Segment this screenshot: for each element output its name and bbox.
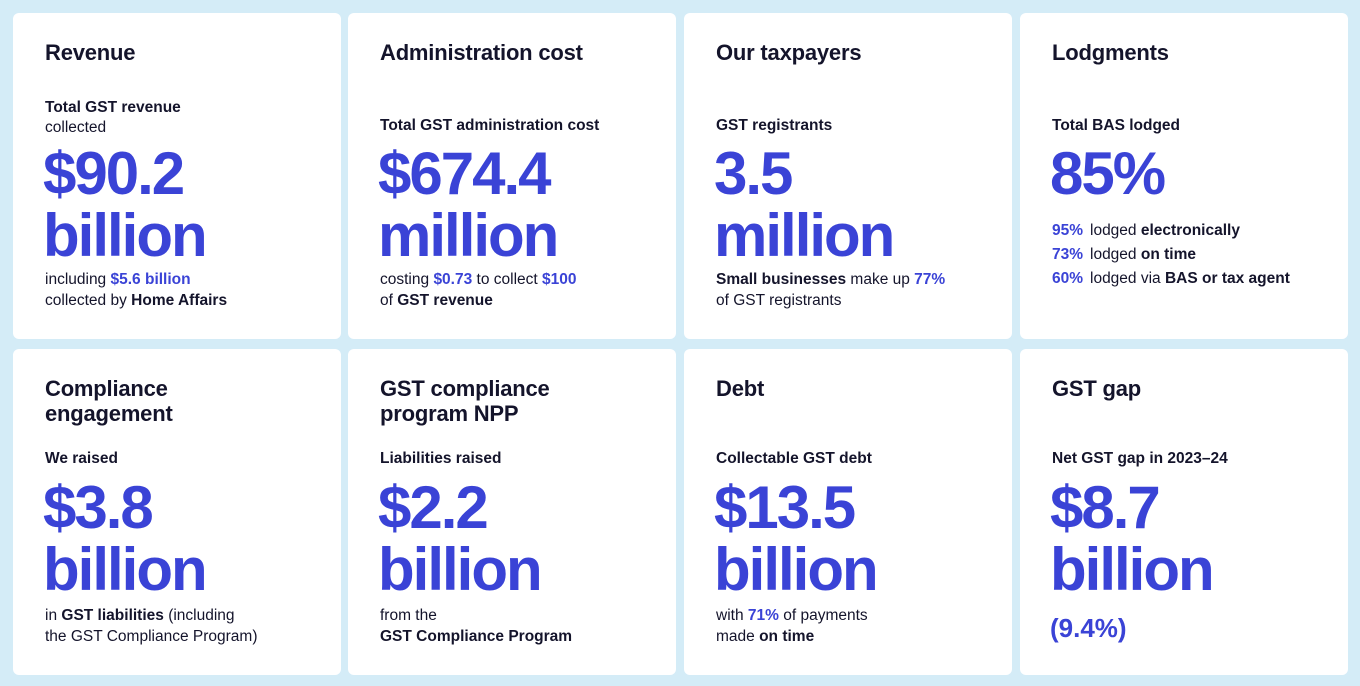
card-note — [380, 269, 577, 311]
note-text: of — [380, 292, 393, 309]
value-line1: 85% — [1050, 140, 1165, 207]
card-note — [45, 269, 227, 311]
subtitle-bold: GST registrants — [716, 117, 833, 134]
note-text: (including — [168, 607, 235, 624]
note-bold: GST Compliance Program — [380, 628, 573, 645]
card-title: Our taxpayers — [716, 40, 862, 65]
note-text: to collect — [476, 271, 538, 288]
value-line2: billion — [714, 536, 877, 603]
note-bold: GST revenue — [397, 292, 493, 309]
npp-card — [348, 349, 676, 675]
lodgments-card — [1020, 13, 1348, 339]
note-bold: GST liabilities — [61, 607, 164, 624]
card-subtitle — [1052, 116, 1180, 136]
big-value — [43, 140, 206, 269]
note-text: costing — [380, 271, 430, 288]
lodgment-pct: 95% — [1052, 222, 1084, 239]
value-line2: billion — [43, 202, 206, 269]
value-line2: billion — [378, 536, 541, 603]
taxpayers-card — [684, 13, 1012, 339]
note-text: lodged — [1090, 222, 1137, 239]
note-highlight: $0.73 — [433, 271, 473, 288]
value-line2: million — [378, 202, 558, 269]
card-subtitle — [380, 116, 599, 136]
note-text: in — [45, 607, 58, 624]
note-text: made — [716, 628, 755, 645]
value-line2: billion — [43, 536, 206, 603]
gst-gap-card — [1020, 349, 1348, 675]
card-title — [380, 376, 550, 426]
card-note — [380, 605, 572, 647]
subtitle-bold: Liabilities raised — [380, 450, 502, 467]
note-bold: BAS or tax agent — [1164, 270, 1290, 287]
title-line1: GST compliance — [380, 376, 550, 401]
note-bold: electronically — [1140, 222, 1240, 239]
lodgment-line — [1052, 219, 1290, 243]
value-line1: $8.7 — [1050, 474, 1159, 541]
card-subtitle — [45, 98, 181, 138]
card-title: Lodgments — [1052, 40, 1169, 65]
note-text: the GST Compliance Program) — [45, 628, 258, 645]
lodgment-pct: 60% — [1052, 270, 1084, 287]
card-title: Revenue — [45, 40, 136, 65]
subtitle-bold: We raised — [45, 450, 118, 467]
big-value — [378, 474, 541, 603]
value-line1: $674.4 — [378, 140, 550, 207]
note-bold: on time — [759, 628, 815, 645]
lodgment-line — [1052, 267, 1290, 291]
value-line1: 3.5 — [714, 140, 792, 207]
big-value — [714, 474, 877, 603]
subtitle-bold: Collectable GST debt — [716, 450, 872, 467]
subtitle-bold: Total BAS lodged — [1052, 117, 1181, 134]
note-text: collected by — [45, 292, 127, 309]
title-line2: program NPP — [380, 401, 519, 426]
big-value — [1050, 474, 1213, 603]
value-line1: $3.8 — [43, 474, 152, 541]
note-highlight: $100 — [542, 271, 577, 288]
lodgment-pct: 73% — [1052, 246, 1084, 263]
admin-cost-card — [348, 13, 676, 339]
card-title: Debt — [716, 376, 765, 401]
compliance-card — [13, 349, 341, 675]
big-value — [1050, 140, 1165, 207]
note-text: of payments — [783, 607, 868, 624]
note-highlight: $5.6 billion — [110, 271, 191, 288]
revenue-card — [13, 13, 341, 339]
card-note — [716, 269, 945, 311]
note-highlight: 71% — [747, 607, 779, 624]
note-text: of GST registrants — [716, 292, 842, 309]
card-title: Administration cost — [380, 40, 583, 65]
card-title: GST gap — [1052, 376, 1142, 401]
card-subtitle — [1052, 449, 1228, 469]
card-note — [716, 605, 868, 647]
value-line2: billion — [1050, 536, 1213, 603]
title-line1: Compliance — [45, 376, 168, 401]
note-text: lodged — [1090, 246, 1137, 263]
card-subtitle — [380, 449, 501, 469]
big-value — [378, 140, 558, 269]
gap-ratio: (9.4%) — [1050, 613, 1127, 643]
note-bold: on time — [1140, 246, 1196, 263]
subtitle-rest: collected — [45, 119, 107, 136]
big-value — [714, 140, 894, 269]
note-text: including — [45, 271, 107, 288]
note-text: with — [716, 607, 744, 624]
note-bold: Home Affairs — [131, 292, 228, 309]
note-text: make up — [850, 271, 910, 288]
lodgment-line — [1052, 243, 1290, 267]
card-title — [45, 376, 173, 426]
value-line2: million — [714, 202, 894, 269]
value-line1: $90.2 — [43, 140, 184, 207]
note-highlight: 77% — [914, 271, 946, 288]
big-value — [43, 474, 206, 603]
subtitle-bold: Total GST administration cost — [380, 117, 600, 134]
card-subtitle — [716, 449, 872, 469]
card-subtitle — [716, 116, 832, 136]
subtitle-bold: Total GST revenue — [45, 99, 181, 116]
value-line1: $13.5 — [714, 474, 855, 541]
debt-card — [684, 349, 1012, 675]
card-subtitle — [45, 449, 118, 469]
subtitle-bold: Net GST gap in 2023–24 — [1052, 450, 1228, 467]
note-text: lodged via — [1090, 270, 1161, 287]
lodgment-breakdown — [1052, 219, 1290, 291]
value-line1: $2.2 — [378, 474, 487, 541]
note-bold: Small businesses — [716, 271, 847, 288]
title-line2: engagement — [45, 401, 173, 426]
note-text: from the — [380, 607, 437, 624]
card-note — [45, 605, 258, 647]
